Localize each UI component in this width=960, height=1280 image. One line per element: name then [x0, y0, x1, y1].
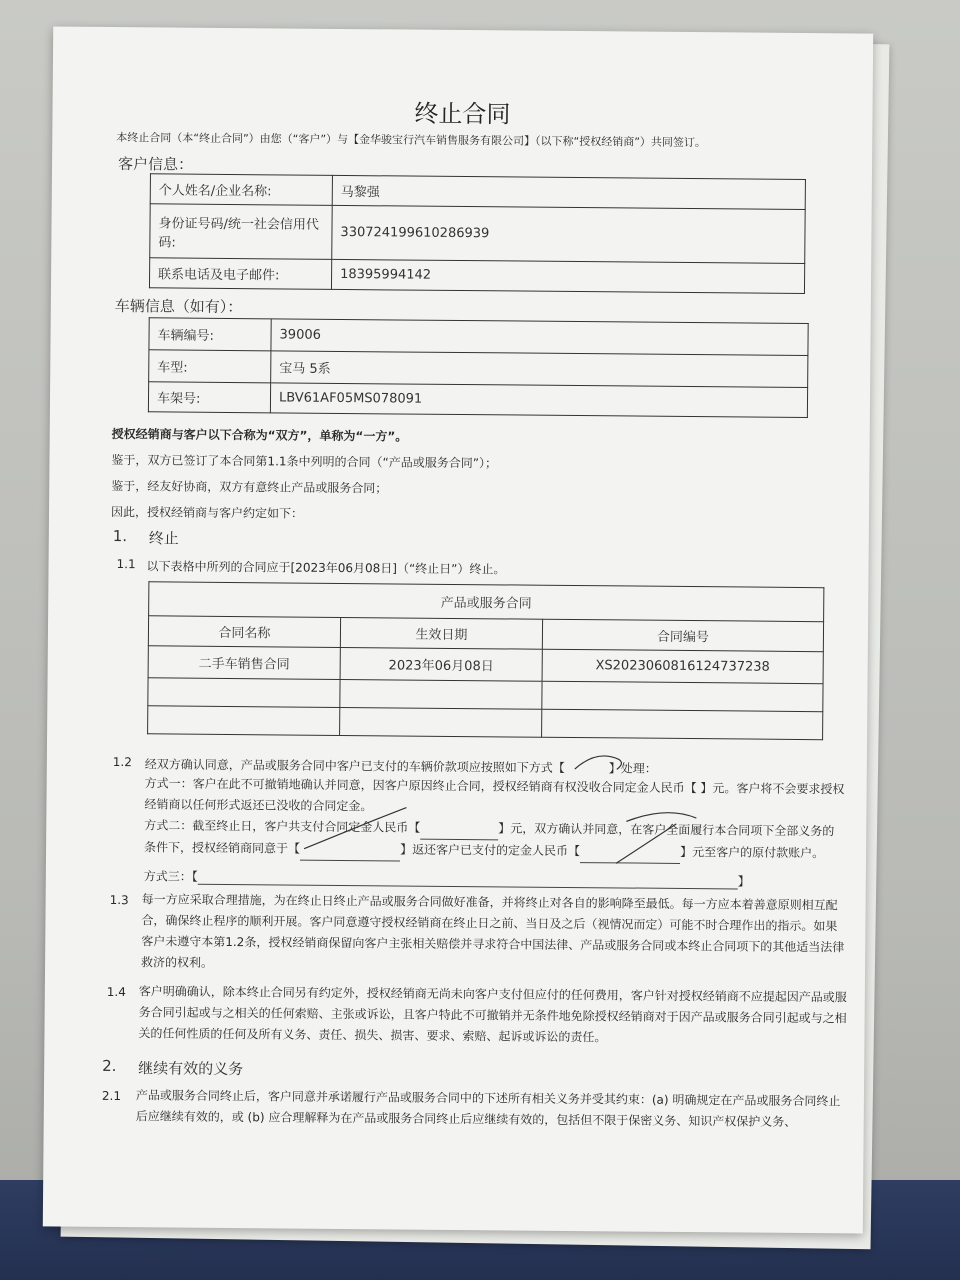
recital-whereas-1: 鉴于，双方已签订了本合同第1.1条中列明的合同（“产品或服务合同”）；: [111, 452, 498, 471]
option2-part-a: 方式二：截至终止日，客户共支付合同定金人民币【: [144, 818, 421, 835]
empty-cell: [340, 707, 542, 737]
option2-part-d: 】元至客户的原付款账户。: [680, 844, 825, 861]
handwritten-mark: [567, 747, 647, 778]
clause-1-1-number: 1.1: [116, 557, 136, 572]
deposit-paid-blank: [420, 818, 498, 841]
customer-id-value: 330724199610286939: [332, 205, 805, 263]
option2-part-c: 】返还客户已支付的定金人民币【: [400, 842, 581, 859]
clause-1-2-option2: [144, 815, 844, 865]
option2-part-b: 】元，双方确认并同意，在客户全面履行本合同项下全部义务的条件下，授权经销商同意于【: [144, 821, 835, 856]
contract-list-table: [147, 581, 824, 740]
clause-1-2-option1: 方式一：客户在此不可撤销地确认并同意，因客户原因终止合同，授权经销商有权没收合同定金人民币【 】元。客户将不会要求授权经销商以任何形式返还已没收的合同定金。: [144, 776, 845, 814]
intro-paragraph: 本终止合同（本“终止合同”）由您（“客户”）与【金华骏宝行汽车销售服务有限公司】（以下称“授权经销商”）共同签订。: [116, 130, 707, 150]
section-1-title: 终止: [148, 529, 179, 548]
document-title: 终止合同: [414, 99, 511, 129]
column-contract-number: 合同编号: [542, 619, 823, 651]
vehicle-info-table: [148, 317, 809, 418]
customer-contact-label: 联系电话及电子邮件:: [149, 258, 331, 290]
customer-name-label: 个人姓名/企业名称:: [150, 174, 332, 206]
vehicle-model-label: 车型:: [149, 350, 271, 383]
empty-cell: [148, 706, 340, 736]
clause-1-4-text: 客户明确确认，除本终止合同另有约定外，授权经销商无尚未向客户支付但应付的任何费用，客户针对授权经销商不应提起因产品或服务合同引起或与之相关的任何索赔、主张或诉讼，且客户特此不可撤销并无条件地免除授权经销商对于因产品或服务合同引起或与之相关的任何性质的任何及所有义务、责任、损失、损害、要求、索赔、起诉或诉讼的责任。: [138, 984, 847, 1045]
clause-2-1-number: 2.1: [101, 1088, 122, 1104]
clause-1-3-text: 每一方应采取合理措施，为在终止日终止产品或服务合同做好准备，并将终止对各自的影响降至最低。每一方应本着善意原则相互配合，确保终止程序的顺利开展。客户同意遵守授权经销商在终止日之前、当日及之后（视情况而定）可能不时合理作出的指示。如果客户未遵守本第1.2条，授权经销商保留向客户主张相关赔偿并寻求符合中国法律、产品或服务合同或本终止合同项下的其他适当法律救济的权利。: [141, 892, 845, 970]
empty-cell: [542, 681, 823, 711]
customer-name-value: 马黎强: [332, 175, 805, 209]
section-1-number: 1.: [112, 526, 128, 546]
clause-2-1-text: 产品或服务合同终止后，客户同意并承诺履行产品或服务合同中的下述所有相关义务并受其约束：(a) 明确规定在产品或服务合同终止后应继续有效的，或 (b) 应合理解释为在产品或服务合同终止后应继续有效的，包括但不限于保密义务、知识产权保护义务、: [135, 1088, 841, 1129]
recital-therefore: 因此，授权经销商与客户约定如下：: [110, 504, 304, 521]
customer-info-table: [149, 173, 806, 294]
vehicle-id-label: 车辆编号:: [149, 318, 271, 351]
clause-1-2-number: 1.2: [112, 754, 132, 770]
table-row: [148, 706, 823, 740]
section-2-number: 2.: [102, 1056, 117, 1076]
option3-end: 】: [737, 874, 750, 889]
column-effective-date: 生效日期: [340, 617, 542, 649]
vehicle-section-title: 车辆信息（如有）：: [114, 296, 243, 317]
contract-name-cell: 二手车销售合同: [148, 646, 340, 680]
clause-1-3-number: 1.3: [109, 892, 129, 908]
vin-label: 车架号:: [148, 382, 270, 413]
table-row: [148, 382, 807, 418]
empty-cell: [340, 679, 542, 709]
vin-value: LBV61AF05MS078091: [270, 383, 807, 418]
column-contract-name: 合同名称: [148, 616, 340, 648]
customer-contact-value: 18395994142: [331, 259, 804, 293]
clause-1-4-number: 1.4: [106, 984, 126, 1000]
clause-1-2-lead-end: 】处理：: [608, 761, 657, 776]
customer-section-title: 客户信息：: [117, 155, 194, 174]
contract-table-header: 产品或服务合同: [149, 582, 824, 622]
recital-whereas-2: 鉴于，经友好协商，双方有意终止产品或服务合同；: [111, 478, 388, 496]
empty-cell: [542, 709, 823, 739]
vehicle-id-value: 39006: [271, 319, 808, 356]
handwritten-strike: [296, 799, 417, 860]
vehicle-model-value: 宝马 5系: [271, 351, 808, 388]
table-row: [149, 258, 804, 294]
empty-cell: [148, 678, 340, 708]
table-row: [150, 204, 805, 264]
customer-id-label: 身份证号码/统一社会信用代码:: [150, 204, 332, 260]
handwritten-strike: [606, 801, 727, 872]
contract-number-cell: XS2023060816124737238: [542, 649, 823, 683]
recital-parties: 授权经销商与客户以下合称为“双方”，单称为“一方”。: [111, 426, 408, 444]
clause-1-1-text: 以下表格中所列的合同应于[2023年06月08日]（“终止日”）终止。: [146, 559, 506, 577]
option3-label: 方式三：【: [143, 869, 198, 884]
clause-1-2-lead-text: 经双方确认同意，产品或服务合同中客户已支付的车辆价款项应按照如下方式【: [144, 757, 565, 775]
effective-date-cell: 2023年06月08日: [340, 647, 542, 681]
contract-page: [43, 26, 873, 1233]
section-2-title: 继续有效的义务: [138, 1059, 244, 1079]
option3-blank: [198, 870, 738, 890]
